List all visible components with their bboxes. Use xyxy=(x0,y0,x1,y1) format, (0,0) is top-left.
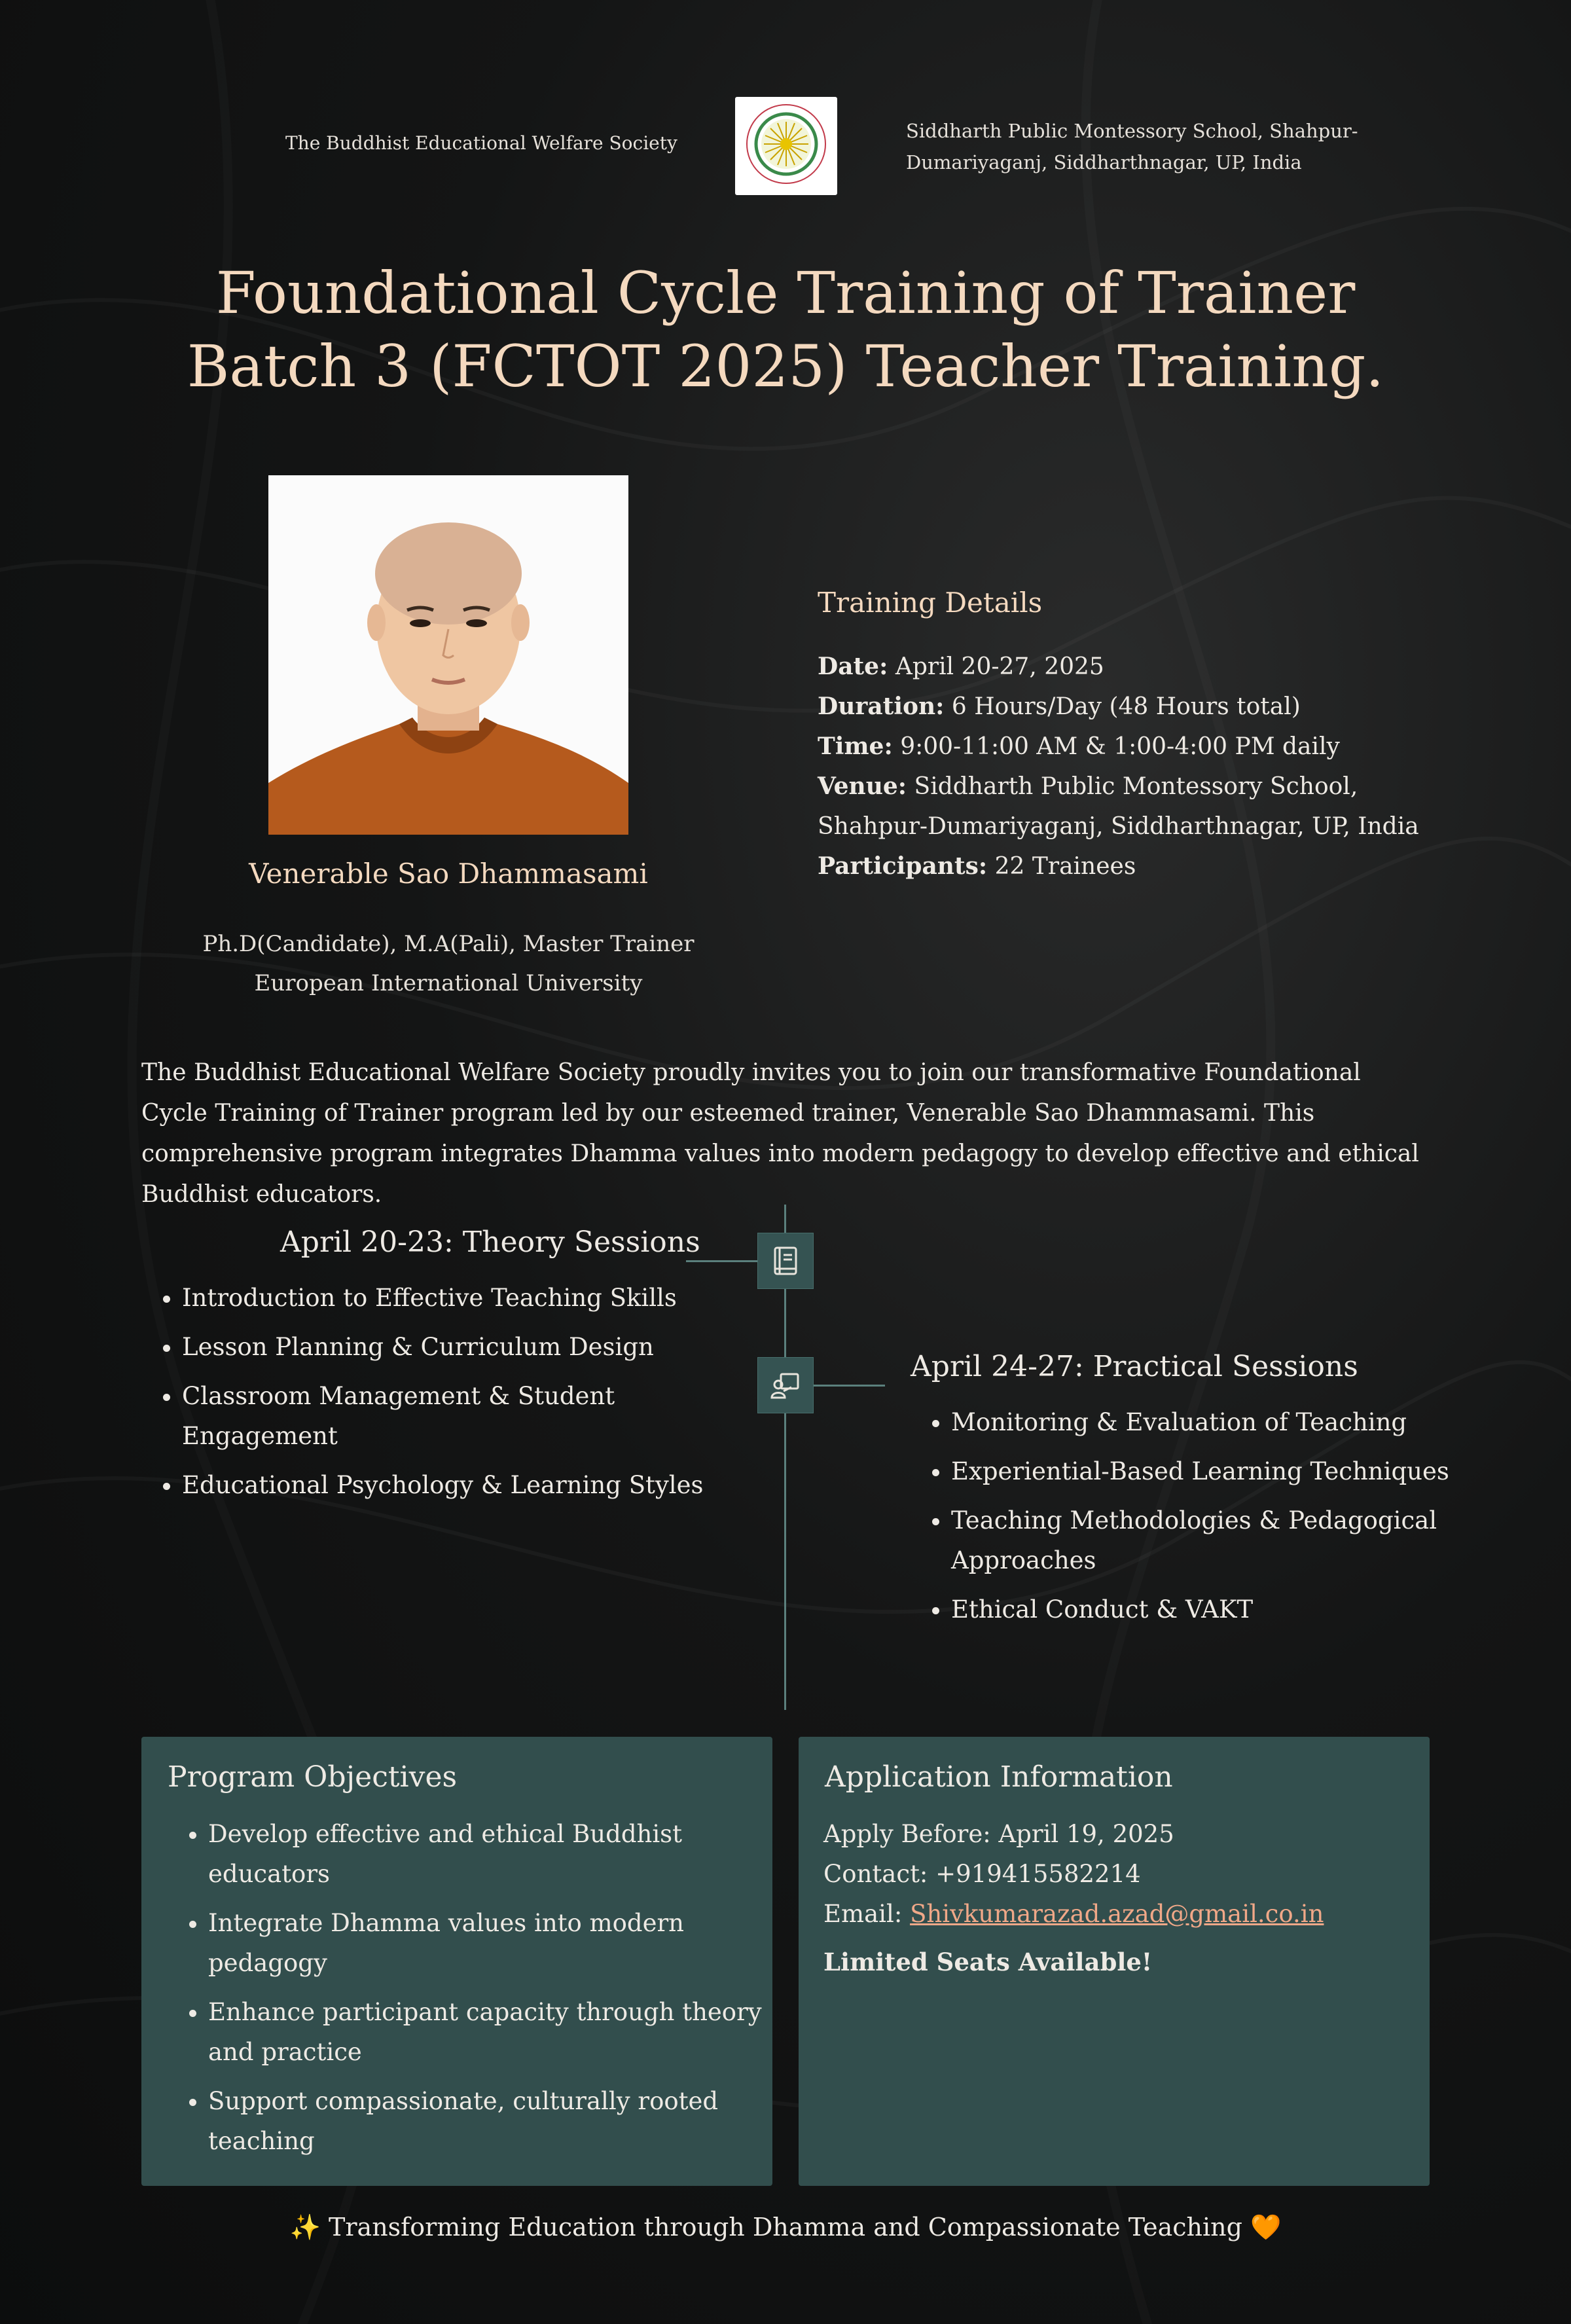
list-item: • Introduction to Effective Teaching Skills xyxy=(182,1278,706,1318)
trainer-affiliation: European International University xyxy=(254,970,643,996)
list-item: • Lesson Planning & Curriculum Design xyxy=(182,1327,706,1367)
org-name: The Buddhist Educational Welfare Society xyxy=(285,132,677,154)
footer-tagline: ✨ Transforming Education through Dhamma and Compassionate Teaching 🧡 xyxy=(289,2213,1282,2242)
apply-before: Apply Before: April 19, 2025 xyxy=(823,1820,1174,1848)
list-item: • Experiential-Based Learning Techniques xyxy=(951,1451,1475,1491)
objectives-card xyxy=(141,1737,772,2186)
list-item: • Ethical Conduct & VAKT xyxy=(951,1589,1475,1629)
practical-sessions-list xyxy=(911,1402,1475,1639)
detail-date: Date: April 20-27, 2025 xyxy=(818,653,1104,680)
trainer-degrees: Ph.D(Candidate), M.A(Pali), Master Trainer xyxy=(202,931,695,957)
list-item: • Teaching Methodologies & Pedagogical Approaches xyxy=(951,1500,1475,1580)
email-link[interactable]: Shivkumarazad.azad@gmail.co.in xyxy=(910,1900,1324,1928)
trainer-portrait xyxy=(268,475,628,835)
application-heading: Application Information xyxy=(825,1760,1173,1794)
theory-sessions-title: April 20-23: Theory Sessions xyxy=(280,1226,700,1259)
list-item: • Integrate Dhamma values into modern pedagogy xyxy=(208,1903,771,1983)
timeline-connector-practical xyxy=(813,1385,885,1387)
school-address: Siddharth Public Montessory School, Shahpur-Dumariyaganj, Siddharthnagar, UP, India xyxy=(906,120,1358,173)
application-card xyxy=(799,1737,1430,2186)
detail-venue: Venue: Siddharth Public Montessory School, Shahpur-Dumariyaganj, Siddharthnagar, UP, India xyxy=(818,772,1419,840)
list-item: • Develop effective and ethical Buddhist educators xyxy=(208,1814,771,1894)
limited-seats-notice: Limited Seats Available! xyxy=(823,1948,1153,1976)
detail-time: Time: 9:00-11:00 AM & 1:00-4:00 PM daily xyxy=(818,733,1340,760)
contact-phone: Contact: +919415582214 xyxy=(823,1860,1141,1888)
school-logo xyxy=(735,97,837,195)
objectives-list xyxy=(168,1814,771,2170)
page-title: Foundational Cycle Training of Trainer Batch 3 (FCTOT 2025) Teacher Training. xyxy=(187,259,1384,400)
intro-paragraph: The Buddhist Educational Welfare Society proudly invites you to join our transformative Foundational Cycle Training of Trainer program led by our esteemed trainer, Venerable Sao Dhammasami. This comprehensive program integrates Dhamma values into modern pedagogy to develop effective and ethical Buddhist educators. xyxy=(141,1059,1419,1208)
training-details-heading: Training Details xyxy=(818,587,1043,619)
teacher-board-icon xyxy=(757,1357,814,1413)
list-item: • Monitoring & Evaluation of Teaching xyxy=(951,1402,1475,1442)
detail-participants: Participants: 22 Trainees xyxy=(818,852,1136,880)
objectives-heading: Program Objectives xyxy=(168,1760,458,1794)
book-icon xyxy=(757,1233,814,1289)
list-item: • Classroom Management & Student Engagement xyxy=(182,1376,706,1456)
trainer-credentials xyxy=(164,924,733,1003)
trainer-name: Venerable Sao Dhammasami xyxy=(249,858,648,890)
practical-sessions-title: April 24-27: Practical Sessions xyxy=(911,1350,1358,1383)
theory-sessions-list xyxy=(141,1278,706,1514)
list-item: • Support compassionate, culturally rooted teaching xyxy=(208,2081,771,2161)
timeline-connector-theory xyxy=(686,1260,758,1262)
training-details-list xyxy=(818,647,1472,886)
list-item: • Enhance participant capacity through theory and practice xyxy=(208,1992,771,2072)
application-lines xyxy=(823,1814,1399,1934)
contact-email: Email: Shivkumarazad.azad@gmail.co.in xyxy=(823,1900,1324,1928)
detail-duration: Duration: 6 Hours/Day (48 Hours total) xyxy=(818,693,1301,720)
list-item: • Educational Psychology & Learning Styles xyxy=(182,1465,706,1505)
